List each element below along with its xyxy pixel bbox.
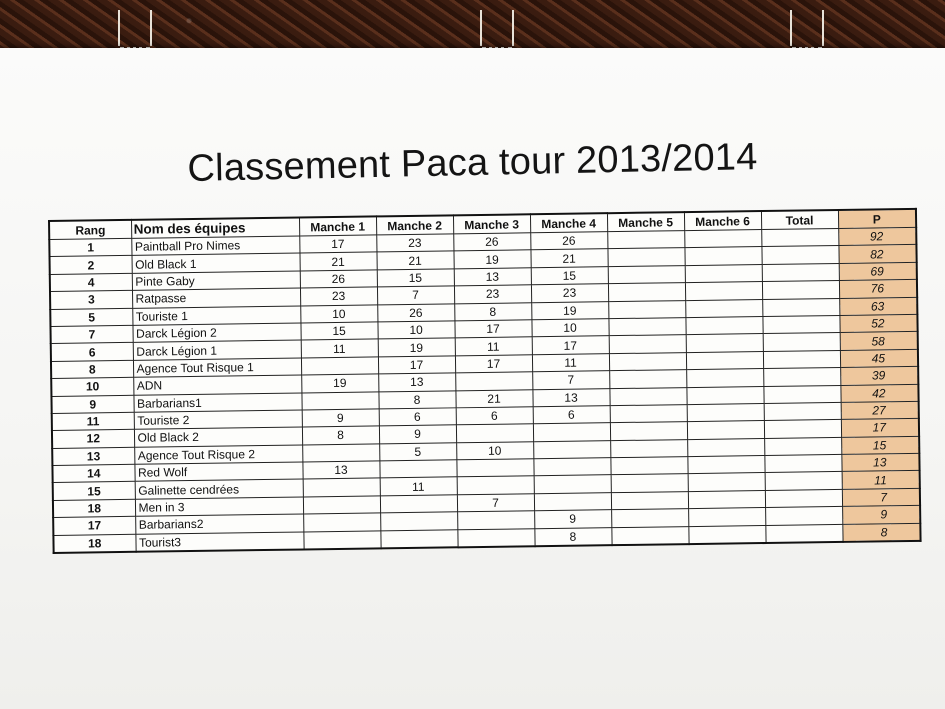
cell-manche-2: 10 — [377, 321, 454, 339]
cell-manche-6 — [684, 247, 761, 265]
cell-manche-6 — [685, 264, 762, 282]
cell-total — [763, 385, 840, 403]
cell-points: 76 — [839, 280, 917, 298]
cell-total — [761, 228, 838, 246]
cell-rank: 8 — [51, 360, 133, 379]
cell-manche-4: 23 — [531, 284, 608, 302]
cell-rank: 15 — [53, 482, 135, 501]
cell-total — [761, 246, 838, 264]
cell-manche-1: 11 — [301, 339, 378, 357]
header-manche-4: Manche 4 — [530, 213, 607, 233]
cell-manche-4 — [533, 440, 610, 458]
cell-total — [763, 350, 840, 368]
cell-team: Old Black 1 — [132, 253, 300, 273]
cell-manche-5 — [611, 474, 688, 492]
cell-manche-3: 7 — [457, 494, 534, 512]
cell-total — [765, 507, 842, 525]
cell-manche-4: 8 — [534, 527, 611, 546]
cell-manche-5 — [611, 509, 688, 527]
cell-manche-2: 13 — [378, 373, 455, 391]
cell-points: 17 — [841, 419, 919, 437]
cell-manche-4: 7 — [532, 371, 609, 389]
cell-manche-4: 19 — [531, 301, 608, 319]
cell-manche-6 — [688, 473, 765, 491]
cell-team: Galinette cendrées — [135, 479, 303, 499]
cell-rank: 4 — [50, 273, 132, 292]
cell-manche-1: 23 — [300, 287, 377, 305]
cell-manche-3: 17 — [455, 354, 532, 372]
cell-rank: 13 — [52, 447, 134, 466]
cell-manche-4: 13 — [532, 388, 609, 406]
cell-points: 52 — [839, 314, 917, 332]
cell-points: 7 — [842, 488, 920, 506]
cell-team: Agence Tout Risque 1 — [133, 358, 301, 378]
cell-manche-1: 10 — [300, 304, 377, 322]
cell-manche-6 — [687, 403, 764, 421]
cell-total — [762, 281, 839, 299]
cell-team: Old Black 2 — [134, 427, 302, 447]
cell-manche-3: 23 — [454, 285, 531, 303]
cell-manche-6 — [685, 299, 762, 317]
header-manche-1: Manche 1 — [299, 216, 376, 236]
header-manche-2: Manche 2 — [376, 215, 453, 235]
cell-manche-6 — [688, 490, 765, 508]
cell-points: 69 — [839, 262, 917, 280]
cell-manche-3 — [456, 424, 533, 442]
cell-manche-2 — [380, 495, 457, 513]
cell-team: Touriste 1 — [132, 306, 300, 326]
cell-rank: 12 — [52, 430, 134, 449]
cell-manche-1: 13 — [302, 461, 379, 479]
cell-manche-1: 9 — [302, 409, 379, 427]
cell-manche-5 — [607, 231, 684, 249]
cell-manche-2: 8 — [378, 390, 455, 408]
header-points: P — [838, 209, 916, 229]
cell-manche-3: 21 — [455, 389, 532, 407]
cell-manche-1: 21 — [299, 252, 376, 270]
cell-manche-2: 11 — [380, 477, 457, 495]
cell-manche-6 — [685, 316, 762, 334]
cell-points: 82 — [838, 245, 916, 263]
cell-manche-3: 6 — [456, 407, 533, 425]
cell-total — [764, 420, 841, 438]
cell-manche-5 — [608, 300, 685, 318]
cell-manche-6 — [688, 525, 765, 544]
fabric-fringe — [790, 10, 824, 46]
cell-points: 63 — [839, 297, 917, 315]
cell-total — [765, 489, 842, 507]
cell-total — [764, 402, 841, 420]
cell-total — [763, 333, 840, 351]
cell-points: 11 — [842, 471, 920, 489]
cell-manche-2: 26 — [377, 303, 454, 321]
cell-rank: 5 — [50, 308, 132, 327]
cell-points: 27 — [841, 401, 919, 419]
cell-total — [762, 298, 839, 316]
cell-points: 9 — [842, 506, 920, 524]
cell-manche-6 — [687, 438, 764, 456]
ranking-table — [48, 208, 922, 554]
cell-manche-4: 10 — [531, 319, 608, 337]
header-manche-3: Manche 3 — [453, 214, 530, 234]
cell-manche-2: 17 — [378, 356, 455, 374]
ranking-table-wrapper — [48, 208, 922, 554]
cell-manche-6 — [687, 421, 764, 439]
cell-team: Darck Légion 2 — [132, 323, 300, 343]
cell-rank: 1 — [49, 238, 131, 257]
cell-manche-1 — [301, 357, 378, 375]
cell-manche-2: 9 — [379, 425, 456, 443]
cell-rank: 18 — [53, 499, 135, 518]
header-manche-5: Manche 5 — [607, 212, 684, 232]
cell-team: Barbarians2 — [135, 514, 303, 534]
cell-manche-1 — [303, 478, 380, 496]
cell-rank: 14 — [52, 464, 134, 483]
cell-manche-4: 15 — [531, 266, 608, 284]
cell-manche-4: 21 — [530, 249, 607, 267]
cell-manche-5 — [610, 439, 687, 457]
cell-manche-5 — [609, 335, 686, 353]
cell-manche-3: 19 — [453, 250, 530, 268]
cell-team: Ratpasse — [132, 288, 300, 308]
cell-manche-3 — [456, 459, 533, 477]
cell-total — [763, 368, 840, 386]
cell-manche-2: 6 — [379, 408, 456, 426]
cell-points: 8 — [842, 523, 920, 542]
table-body — [49, 227, 920, 553]
cell-team: Agence Tout Risque 2 — [134, 445, 302, 465]
cell-manche-4: 17 — [532, 336, 609, 354]
cell-manche-2 — [380, 529, 457, 548]
cell-manche-6 — [684, 230, 761, 248]
cell-manche-3: 26 — [453, 233, 530, 251]
cell-total — [762, 263, 839, 281]
cell-total — [762, 315, 839, 333]
cell-points: 42 — [840, 384, 918, 402]
cell-manche-2 — [380, 512, 457, 530]
header-rank: Rang — [49, 220, 131, 240]
cell-manche-2: 23 — [376, 234, 453, 252]
cell-manche-3: 10 — [456, 441, 533, 459]
cell-manche-5 — [611, 526, 688, 545]
cell-manche-4 — [533, 423, 610, 441]
cell-manche-6 — [687, 456, 764, 474]
header-manche-6: Manche 6 — [684, 211, 761, 231]
cell-manche-2 — [379, 460, 456, 478]
cell-rank: 3 — [50, 291, 132, 310]
cell-manche-1: 19 — [301, 374, 378, 392]
cell-team: Paintball Pro Nimes — [131, 236, 299, 256]
page-title: Classement Paca tour 2013/2014 — [187, 136, 758, 190]
cell-manche-6 — [686, 369, 763, 387]
cell-manche-5 — [610, 405, 687, 423]
cell-manche-2: 5 — [379, 443, 456, 461]
cell-team: Touriste 2 — [134, 410, 302, 430]
cell-manche-1: 15 — [300, 322, 377, 340]
cell-rank: 2 — [50, 256, 132, 275]
cell-team: Darck Légion 1 — [133, 340, 301, 360]
cell-manche-3 — [455, 372, 532, 390]
cell-manche-4 — [534, 475, 611, 493]
cell-total — [764, 437, 841, 455]
cell-manche-6 — [686, 386, 763, 404]
cell-manche-3: 8 — [454, 302, 531, 320]
cell-manche-5 — [609, 352, 686, 370]
cell-manche-6 — [688, 508, 765, 526]
cell-manche-3 — [457, 476, 534, 494]
fabric-fringe — [118, 10, 152, 46]
cell-manche-1 — [301, 391, 378, 409]
fabric-background — [0, 0, 945, 52]
cell-manche-5 — [609, 370, 686, 388]
cell-manche-1 — [303, 496, 380, 514]
cell-manche-3: 13 — [454, 268, 531, 286]
cell-rank: 10 — [51, 377, 133, 396]
cell-rank: 11 — [52, 412, 134, 431]
cell-points: 45 — [840, 349, 918, 367]
cell-manche-5 — [608, 265, 685, 283]
cell-manche-6 — [686, 351, 763, 369]
cell-rank: 6 — [51, 343, 133, 362]
cell-team: ADN — [133, 375, 301, 395]
cell-manche-3: 11 — [455, 337, 532, 355]
cell-points: 39 — [840, 366, 918, 384]
cell-manche-5 — [608, 318, 685, 336]
cell-manche-3 — [457, 511, 534, 529]
cell-manche-4: 6 — [533, 406, 610, 424]
cell-rank: 18 — [53, 534, 135, 553]
cell-team: Men in 3 — [135, 497, 303, 517]
cell-manche-5 — [610, 457, 687, 475]
cell-manche-2: 19 — [378, 338, 455, 356]
cell-manche-1: 17 — [299, 235, 376, 253]
cell-team: Pinte Gaby — [132, 271, 300, 291]
cell-manche-2: 7 — [377, 286, 454, 304]
cell-manche-2: 15 — [377, 269, 454, 287]
cell-manche-4: 9 — [534, 510, 611, 528]
cell-rank: 17 — [53, 517, 135, 536]
cell-team: Tourist3 — [135, 532, 303, 552]
cell-manche-5 — [610, 422, 687, 440]
cell-manche-5 — [608, 283, 685, 301]
cell-manche-5 — [609, 387, 686, 405]
header-total: Total — [761, 210, 838, 230]
cell-manche-4: 11 — [532, 353, 609, 371]
cell-manche-1: 26 — [300, 270, 377, 288]
cell-manche-4 — [534, 493, 611, 511]
cell-manche-5 — [611, 491, 688, 509]
cell-team: Barbarians1 — [133, 392, 301, 412]
cell-points: 15 — [841, 436, 919, 454]
cell-manche-4: 26 — [530, 232, 607, 250]
cell-total — [765, 524, 842, 543]
cell-points: 58 — [840, 332, 918, 350]
fabric-fringe — [480, 10, 514, 46]
cell-manche-1 — [302, 444, 379, 462]
header-team: Nom des équipes — [131, 217, 299, 238]
cell-points: 13 — [841, 453, 919, 471]
cell-manche-6 — [685, 282, 762, 300]
cell-rank: 9 — [51, 395, 133, 414]
cell-manche-1 — [303, 513, 380, 531]
cell-team: Red Wolf — [134, 462, 302, 482]
cell-rank: 7 — [50, 325, 132, 344]
cell-total — [765, 472, 842, 490]
cell-manche-3 — [457, 528, 534, 547]
cell-manche-6 — [686, 334, 763, 352]
cell-manche-1 — [303, 531, 380, 550]
cell-manche-4 — [533, 458, 610, 476]
cell-points: 92 — [838, 227, 916, 245]
cell-total — [764, 455, 841, 473]
cell-manche-2: 21 — [376, 251, 453, 269]
cell-manche-5 — [607, 248, 684, 266]
cell-manche-1: 8 — [302, 426, 379, 444]
cell-manche-3: 17 — [454, 320, 531, 338]
